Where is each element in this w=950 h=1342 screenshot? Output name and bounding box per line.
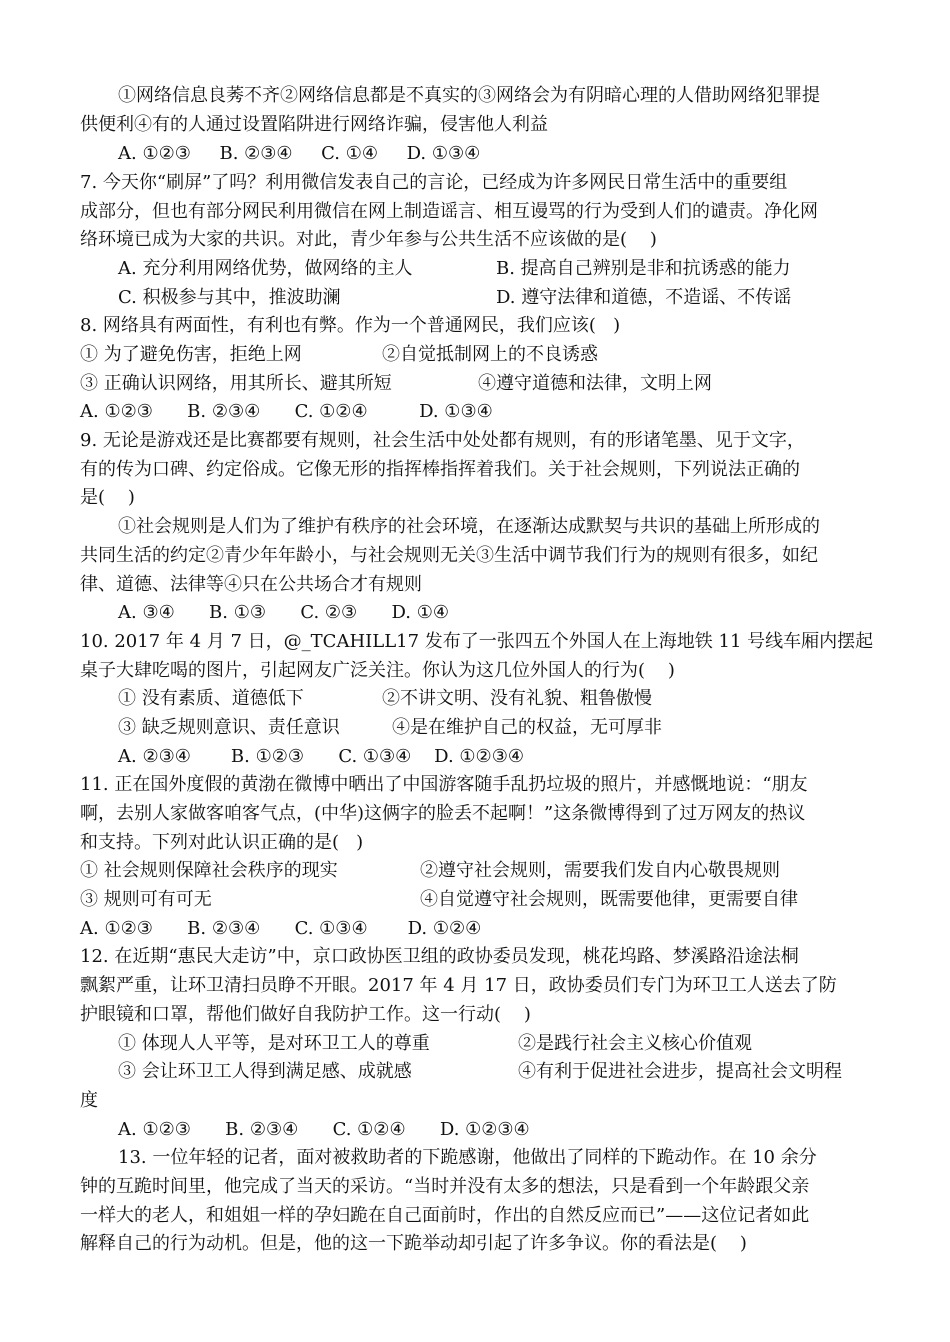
q12-statement-4-continued: 度 — [80, 1090, 98, 1111]
q11-stem-line-1: 11. 正在国外度假的黄渤在微博中晒出了中国游客随手乱扔垃圾的照片，并感慨地说：“朋友 — [80, 774, 808, 795]
q7-option-b: B. 提高自己辨别是非和抗诱惑的能力 — [496, 258, 791, 279]
q10-stem-line-1: 10. 2017 年 4 月 7 日，@_TCAHILL17 发布了一张四五个外国人在上海地铁 11 号线车厢内摆起 — [80, 631, 874, 652]
q12-stem-line-2: 飘絮严重，让环卫清扫员睁不开眼。2017 年 4 月 17 日，政协委员们专门为环卫工人送去了防 — [80, 975, 837, 996]
q10-statement-4: ④是在维护自己的权益，无可厚非 — [392, 717, 662, 738]
q12-statement-1: ① 体现人人平等，是对环卫工人的尊重 — [118, 1033, 430, 1054]
q7-stem-line-1: 7. 今天你“刷屏”了吗？利用微信发表自己的言论，已经成为许多网民日常生活中的重要组 — [80, 172, 788, 193]
q9-stem-line-1: 9. 无论是游戏还是比赛都要有规则，社会生活中处处都有规则，有的形诸笔墨、见于文字， — [80, 430, 805, 451]
q9-statement-line-2: 共同生活的约定②青少年年龄小，与社会规则无关③生活中调节我们行为的规则有很多，如纪 — [80, 545, 818, 566]
q8-statement-2: ②自觉抵制网上的不良诱惑 — [382, 344, 598, 365]
q10-stem-line-2: 桌子大肆吃喝的图片，引起网友广泛关注。你认为这几位外国人的行为( ) — [80, 660, 675, 681]
q11-statement-1: ① 社会规则保障社会秩序的现实 — [80, 860, 338, 881]
q9-stem-line-3: 是( ) — [80, 487, 135, 508]
q11-stem-line-2: 啊，去别人家做客咱客气点，(中华)这俩字的脸丢不起啊！”这条微博得到了过万网友的热议 — [80, 803, 806, 824]
q9-options: A. ③④ B. ①③ C. ②③ D. ①④ — [118, 602, 450, 623]
q11-options: A. ①②③ B. ②③④ C. ①③④ D. ①②④ — [80, 918, 482, 939]
q11-statement-2: ②遵守社会规则，需要我们发自内心敬畏规则 — [420, 860, 780, 881]
q6-options: A. ①②③ B. ②③④ C. ①④ D. ①③④ — [118, 143, 481, 164]
q13-stem-line-1: 13. 一位年轻的记者，面对被救助者的下跪感谢，他做出了同样的下跪动作。在 10 余分 — [118, 1147, 817, 1168]
q12-stem-line-1: 12. 在近期“惠民大走访”中，京口政协医卫组的政协委员发现，桃花坞路、梦溪路沿途法桐 — [80, 946, 799, 967]
q10-statement-2: ②不讲文明、没有礼貌、粗鲁傲慢 — [382, 688, 652, 709]
q13-stem-line-2: 钟的互跪时间里，他完成了当天的采访。“当时并没有太多的想法，只是看到一个年龄跟父亲 — [80, 1176, 810, 1197]
q12-statement-4: ④有利于促进社会进步，提高社会文明程 — [518, 1061, 842, 1082]
q13-stem-line-4: 解释自己的行为动机。但是，他的这一下跪举动却引起了许多争议。你的看法是( ) — [80, 1233, 747, 1254]
q7-option-a: A. 充分利用网络优势，做网络的主人 — [118, 258, 413, 279]
q11-statement-4: ④自觉遵守社会规则，既需要他律，更需要自律 — [420, 889, 798, 910]
q11-statement-3: ③ 规则可有可无 — [80, 889, 212, 910]
q10-options: A. ②③④ B. ①②③ C. ①③④ D. ①②③④ — [118, 746, 524, 767]
q6-statement-line-1: ①网络信息良莠不齐②网络信息都是不真实的③网络会为有阴暗心理的人借助网络犯罪提 — [118, 85, 820, 106]
q13-stem-line-3: 一样大的老人，和姐姐一样的孕妇跪在自己面前时，作出的自然反应而已”——这位记者如此 — [80, 1205, 810, 1226]
q8-options: A. ①②③ B. ②③④ C. ①②④ D. ①③④ — [80, 401, 493, 422]
q9-statement-line-3: 律、道德、法律等④只在公共场合才有规则 — [80, 574, 422, 595]
q11-stem-line-3: 和支持。下列对此认识正确的是( ) — [80, 832, 364, 853]
q8-statement-4: ④遵守道德和法律，文明上网 — [478, 373, 712, 394]
q9-stem-line-2: 有的传为口碑、约定俗成。它像无形的指挥棒指挥着我们。关于社会规则，下列说法正确的 — [80, 459, 800, 480]
q9-statement-line-1: ①社会规则是人们为了维护有秩序的社会环境，在逐渐达成默契与共识的基础上所形成的 — [118, 516, 820, 537]
q7-stem-line-2: 成部分，但也有部分网民利用微信在网上制造谣言、相互谩骂的行为受到人们的谴责。净化网 — [80, 201, 818, 222]
q12-options: A. ①②③ B. ②③④ C. ①②④ D. ①②③④ — [118, 1119, 530, 1140]
q12-stem-line-3: 护眼镜和口罩，帮他们做好自我防护工作。这一行动( ) — [80, 1004, 531, 1025]
q7-option-c: C. 积极参与其中，推波助澜 — [118, 287, 341, 308]
q10-statement-1: ① 没有素质、道德低下 — [118, 688, 304, 709]
q10-statement-3: ③ 缺乏规则意识、责任意识 — [118, 717, 340, 738]
q8-statement-3: ③ 正确认识网络，用其所长、避其所短 — [80, 373, 392, 394]
q8-stem: 8. 网络具有两面性，有利也有弊。作为一个普通网民，我们应该( ) — [80, 315, 621, 336]
q6-statement-line-2: 供便利④有的人通过设置陷阱进行网络诈骗，侵害他人利益 — [80, 114, 548, 135]
q7-option-d: D. 遵守法律和道德，不造谣、不传谣 — [496, 287, 792, 308]
q12-statement-2: ②是践行社会主义核心价值观 — [518, 1033, 752, 1054]
q12-statement-3: ③ 会让环卫工人得到满足感、成就感 — [118, 1061, 412, 1082]
q8-statement-1: ① 为了避免伤害，拒绝上网 — [80, 344, 302, 365]
q7-stem-line-3: 络环境已成为大家的共识。对此，青少年参与公共生活不应该做的是( ) — [80, 229, 657, 250]
